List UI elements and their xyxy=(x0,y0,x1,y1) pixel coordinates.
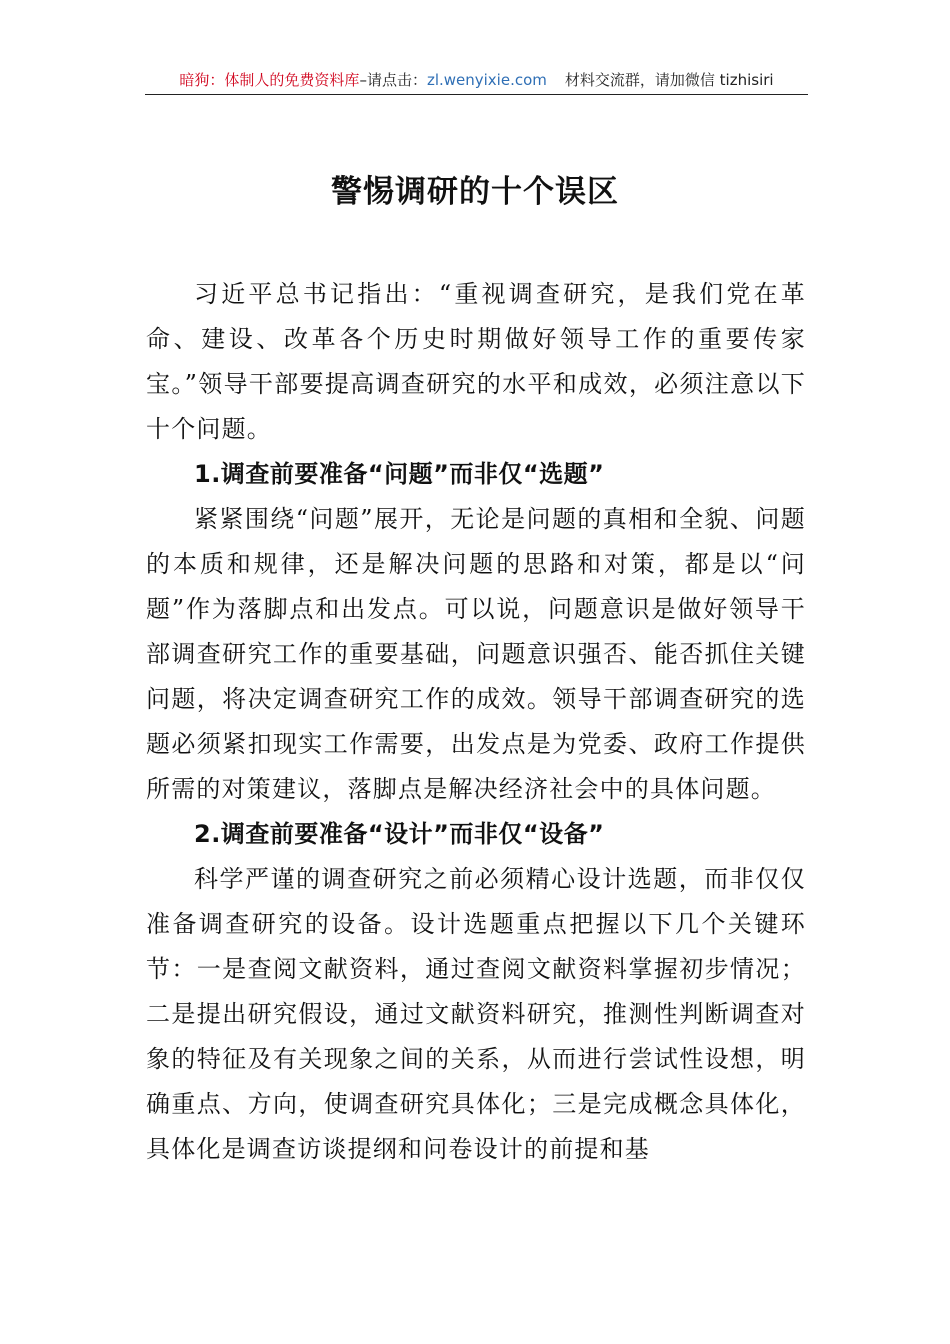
document-title: 警惕调研的十个误区 xyxy=(331,174,619,210)
section-heading: 1.调查前要准备“问题”而非仅“选题” xyxy=(194,460,605,488)
header-group-note: 材料交流群，请加微信 tizhisiri xyxy=(564,71,774,89)
header-click-prompt: –请点击： xyxy=(359,71,427,89)
page-header xyxy=(145,66,808,95)
section-paragraph: 紧紧围绕“问题”展开，无论是问题的真相和全貌、问题的本质和规律，还是解决问题的思路和对策，都是以“问题”作为落脚点和出发点。可以说，问题意识是做好领导干部调查研究工作的重要基础，问题意识强否、能否抓住关键问题，将决定调查研究工作的成效。领导干部调查研究的选题必须紧扣现实工作需要，出发点是为党委、政府工作提供所需的对策建议，落脚点是解决经济社会中的具体问题。 xyxy=(146,505,806,803)
intro-paragraph: 习近平总书记指出：“重视调查研究，是我们党在革命、建设、改革各个历史时期做好领导工作的重要传家宝。”领导干部要提高调查研究的水平和成效，必须注意以下十个问题。 xyxy=(146,280,806,443)
section-paragraph: 科学严谨的调查研究之前必须精心设计选题，而非仅仅准备调查研究的设备。设计选题重点把握以下几个关键环节：一是查阅文献资料，通过查阅文献资料掌握初步情况；二是提出研究假设，通过文献资料研究，推测性判断调查对象的特征及有关现象之间的关系，从而进行尝试性设想，明确重点、方向，使调查研究具体化；三是完成概念具体化，具体化是调查访谈提纲和问卷设计的前提和基 xyxy=(146,865,806,1163)
document-body xyxy=(146,272,806,1172)
header-link[interactable]: zl.wenyixie.com xyxy=(426,71,547,89)
section-heading: 2.调查前要准备“设计”而非仅“设备” xyxy=(194,820,605,848)
header-site-name: 暗狗：体制人的免费资料库 xyxy=(179,71,360,89)
